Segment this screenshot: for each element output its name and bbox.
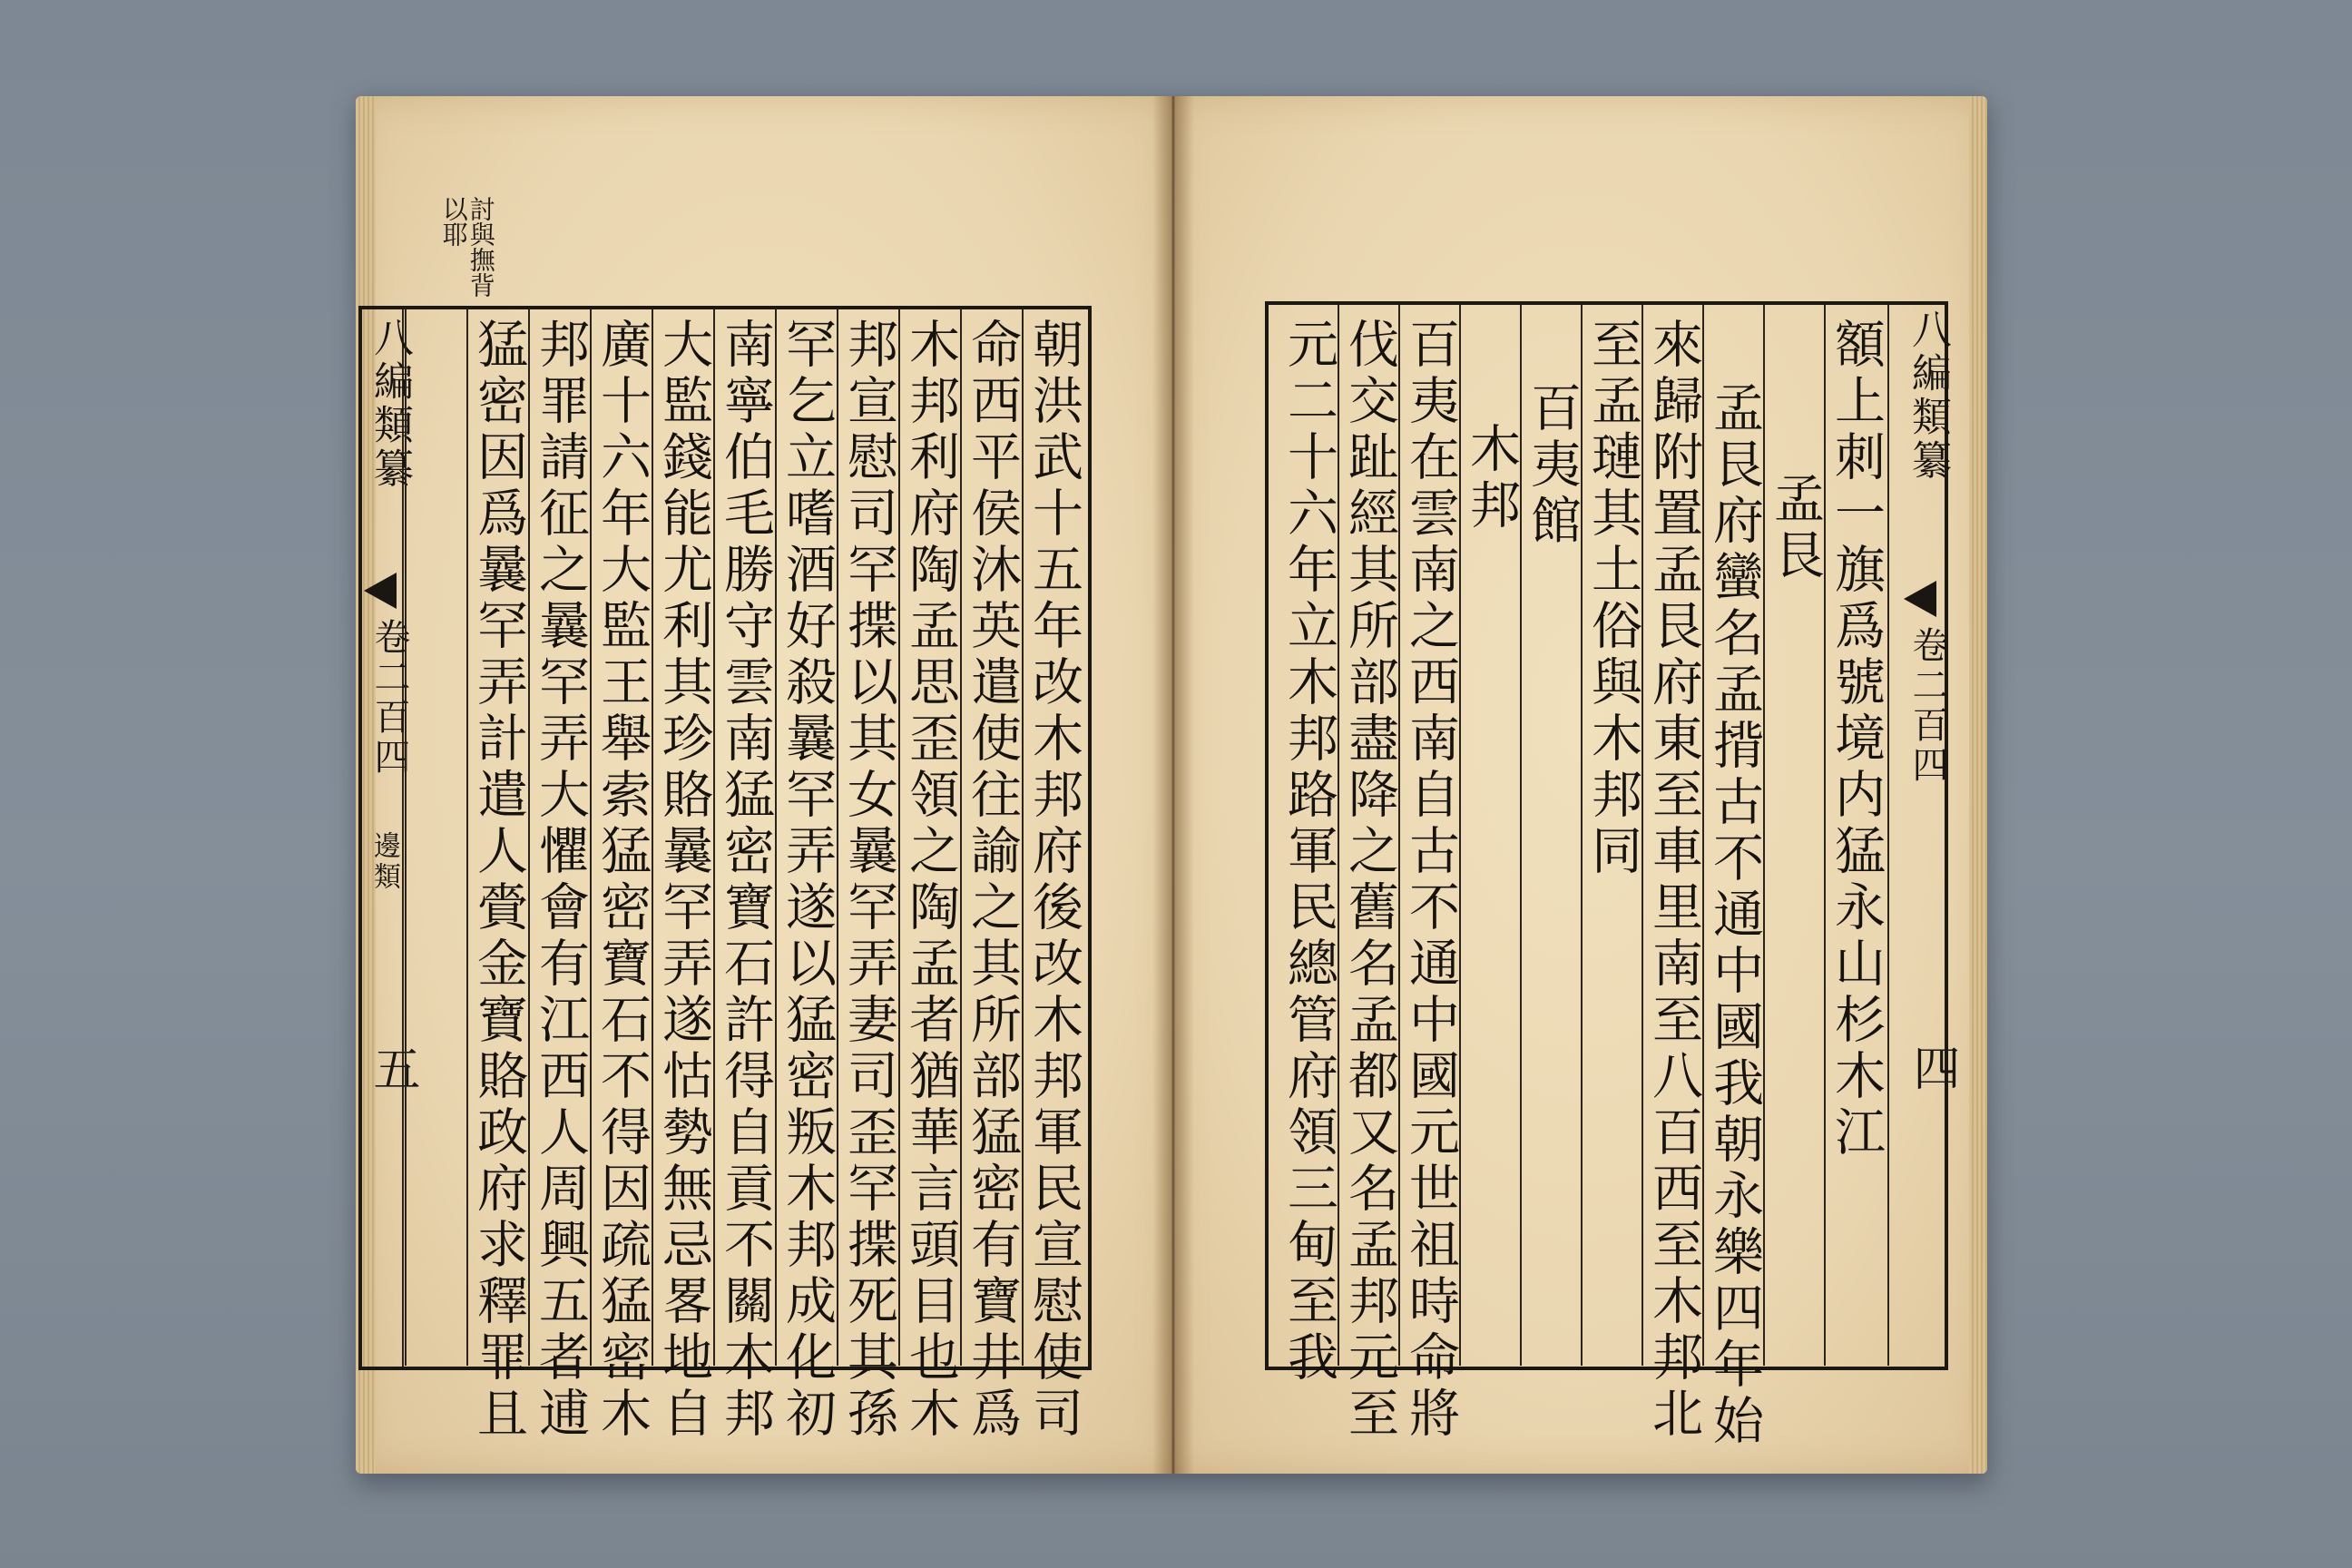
- right-column-heading: 木邦: [1462, 422, 1521, 534]
- left-column: 命西平侯沐英遣使往諭之其所部猛密有寶井爲: [963, 318, 1022, 1443]
- left-column: 大監錢能尤利其珍賂曩罕弄遂怙勢無忌畧地自: [654, 318, 713, 1443]
- left-column: 邦罪請征之曩罕弄大懼會有江西人周興五者逋: [531, 318, 590, 1443]
- right-volume: 卷二百四: [1906, 626, 1948, 786]
- right-header: 八編類纂: [1905, 309, 1951, 483]
- right-column-heading: 百夷館: [1523, 381, 1582, 550]
- right-column: 元二十六年立木邦路軍民總管府領三甸至我: [1279, 318, 1338, 1387]
- right-column: 伐交趾經其所部盡降之舊名孟都又名孟邦元至: [1340, 318, 1399, 1443]
- right-column: 來歸附置孟艮府東至車里南至八百西至木邦北: [1644, 318, 1703, 1443]
- right-column: 孟艮府蠻名孟揹古不通中國我朝永樂四年始: [1705, 381, 1764, 1450]
- left-column: 罕乞立嗜酒好殺曩罕弄遂以猛密叛木邦成化初: [778, 318, 837, 1443]
- right-column: 至孟璉其土俗與木邦同: [1583, 318, 1642, 880]
- left-category: 邊類: [368, 831, 400, 893]
- left-column: 木邦利府陶孟思歪領之陶孟者猶華言頭目也木: [901, 318, 960, 1443]
- left-volume: 卷二百四: [368, 618, 410, 778]
- left-column: 南寧伯毛勝守雲南猛密寶石許得自貢不關木邦: [716, 318, 775, 1443]
- right-column: 額上刺一旗爲號境内猛永山杉木江: [1827, 318, 1886, 1161]
- right-column-heading: 孟艮: [1766, 472, 1825, 584]
- left-page-number: 五: [365, 1044, 419, 1092]
- left-column: 廣十六年大監王舉索猛密寶石不得因疏猛密木: [593, 318, 652, 1443]
- left-column: 邦宣慰司罕揲以其女曩罕弄妻司歪罕揲死其孫: [839, 318, 898, 1443]
- right-page-number: 四: [1905, 1044, 1959, 1091]
- margin-note-line-1: 討與撫背: [466, 196, 496, 298]
- left-column: 朝洪武十五年改木邦府後改木邦軍民宣慰使司: [1024, 318, 1083, 1443]
- left-header: 八編類纂: [367, 317, 413, 491]
- left-column: 猛密因爲曩罕弄計遣人賫金寶賂政府求釋罪且: [469, 318, 528, 1443]
- right-column: 百夷在雲南之西南自古不通中國元世祖時命將: [1401, 318, 1460, 1443]
- margin-note-line-2: 以耶: [438, 196, 469, 247]
